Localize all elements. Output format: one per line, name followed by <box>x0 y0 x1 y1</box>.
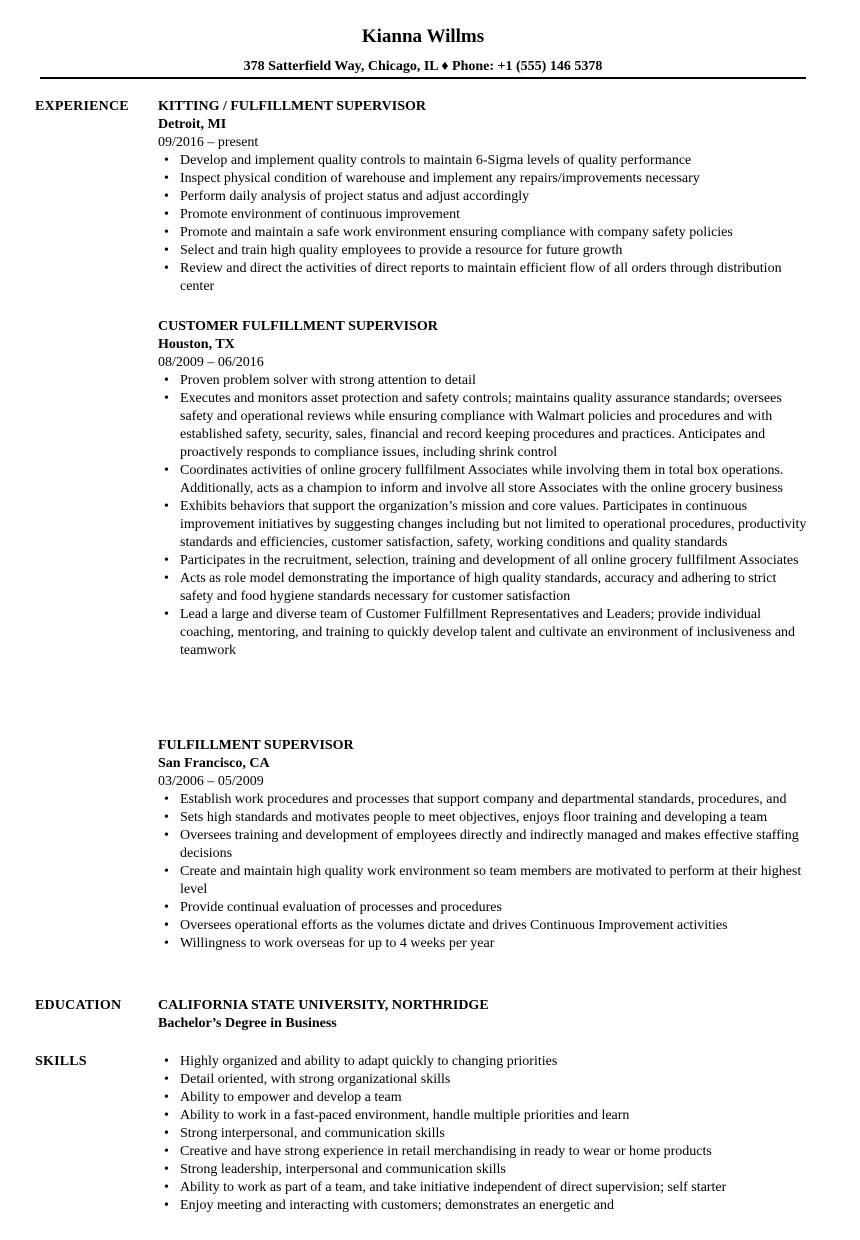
list-item: • Highly organized and ability to adapt quickly to changing priorities <box>158 1053 810 1071</box>
list-item: • Exhibits behaviors that support the organization’s mission and core values. Participates in continuous improvement initiatives by suggesting changes including but not limited to operational procedures, productivity standards and efficiencies, customer satisfaction, safety, working conditions and quality standards <box>158 498 810 552</box>
list-item: • Inspect physical condition of warehouse and implement any repairs/improvements necessary <box>158 170 810 188</box>
education-entry <box>158 997 810 1033</box>
job-bullet-list <box>158 152 810 296</box>
list-item: • Create and maintain high quality work environment so team members are motivated to perform at their highest level <box>158 863 810 899</box>
degree: Bachelor’s Degree in Business <box>158 1016 337 1031</box>
list-item: • Provide continual evaluation of processes and procedures <box>158 899 810 917</box>
education-section-label: EDUCATION <box>35 998 122 1013</box>
job-dates: 03/2006 – 05/2009 <box>158 774 264 789</box>
list-item: • Perform daily analysis of project status and adjust accordingly <box>158 188 810 206</box>
list-item: • Promote and maintain a safe work environment ensuring compliance with company safety policies <box>158 224 810 242</box>
job-title: FULFILLMENT SUPERVISOR <box>158 738 354 753</box>
job-entry <box>158 318 810 660</box>
resume-name: Kianna Willms <box>361 26 485 47</box>
list-item: • Proven problem solver with strong attention to detail <box>158 372 810 390</box>
job-entry <box>158 737 810 953</box>
list-item: • Develop and implement quality controls to maintain 6-Sigma levels of quality performance <box>158 152 810 170</box>
skills-list <box>158 1053 810 1215</box>
list-item: • Acts as role model demonstrating the importance of high quality standards, accuracy and adhering to strict safety and food hygiene standards necessary for customer satisfaction <box>158 570 810 606</box>
list-item: • Sets high standards and motivates people to meet objectives, enjoys floor training and developing a team <box>158 809 810 827</box>
list-item: • Select and train high quality employees to provide a resource for future growth <box>158 242 810 260</box>
job-dates: 09/2016 – present <box>158 135 259 150</box>
job-title: KITTING / FULFILLMENT SUPERVISOR <box>158 99 427 114</box>
list-item: • Strong leadership, interpersonal and communication skills <box>158 1161 810 1179</box>
list-item: • Lead a large and diverse team of Customer Fulfillment Representatives and Leaders; provide individual coaching, mentoring, and training to quickly develop talent and cultivate an environment of inclusiveness and teamwork <box>158 606 810 660</box>
list-item: • Detail oriented, with strong organizational skills <box>158 1071 810 1089</box>
skills-section-label: SKILLS <box>35 1054 87 1069</box>
list-item: • Ability to work in a fast-paced environment, handle multiple priorities and learn <box>158 1107 810 1125</box>
list-item: • Enjoy meeting and interacting with customers; demonstrates an energetic and <box>158 1197 810 1215</box>
school-name: CALIFORNIA STATE UNIVERSITY, NORTHRIDGE <box>158 998 489 1013</box>
list-item: • Review and direct the activities of direct reports to maintain efficient flow of all orders through distribution center <box>158 260 810 296</box>
list-item: • Establish work procedures and processes that support company and departmental standards, procedures, and <box>158 791 810 809</box>
job-entry <box>158 98 810 296</box>
list-item: • Oversees operational efforts as the volumes dictate and drives Continuous Improvement activities <box>158 917 810 935</box>
skills-entry <box>158 1053 810 1215</box>
list-item: • Promote environment of continuous improvement <box>158 206 810 224</box>
list-item: • Participates in the recruitment, selection, training and development of all online grocery fullfilment Associates <box>158 552 810 570</box>
job-bullet-list <box>158 791 810 953</box>
list-item: • Ability to work as part of a team, and take initiative independent of direct supervision; self starter <box>158 1179 810 1197</box>
job-location: Detroit, MI <box>158 117 227 132</box>
list-item: • Coordinates activities of online grocery fullfilment Associates while involving them in total box operations. Additionally, acts as a champion to inform and involve all store Associates with the online grocery business <box>158 462 810 498</box>
experience-section-label: EXPERIENCE <box>35 99 129 114</box>
contact-line: 378 Satterfield Way, Chicago, IL ♦ Phone: +1 (555) 146 5378 <box>243 59 603 74</box>
list-item: • Ability to empower and develop a team <box>158 1089 810 1107</box>
list-item: • Executes and monitors asset protection and safety controls; maintains quality assurance standards; oversees safety and operational reviews while ensuring compliance with Walmart policies and procedures and with established safety, security, sales, financial and record keeping procedures and practices. Anticipates and proactively responds to compliance issues, including shrink control <box>158 390 810 462</box>
job-title: CUSTOMER FULFILLMENT SUPERVISOR <box>158 319 438 334</box>
job-location: Houston, TX <box>158 337 235 352</box>
job-dates: 08/2009 – 06/2016 <box>158 355 264 370</box>
job-location: San Francisco, CA <box>158 756 270 771</box>
list-item: • Strong interpersonal, and communication skills <box>158 1125 810 1143</box>
list-item: • Oversees training and development of employees directly and indirectly managed and makes effective staffing decisions <box>158 827 810 863</box>
list-item: • Creative and have strong experience in retail merchandising in ready to wear or home products <box>158 1143 810 1161</box>
list-item: • Willingness to work overseas for up to 4 weeks per year <box>158 935 810 953</box>
header-divider <box>40 77 806 79</box>
job-bullet-list <box>158 372 810 660</box>
